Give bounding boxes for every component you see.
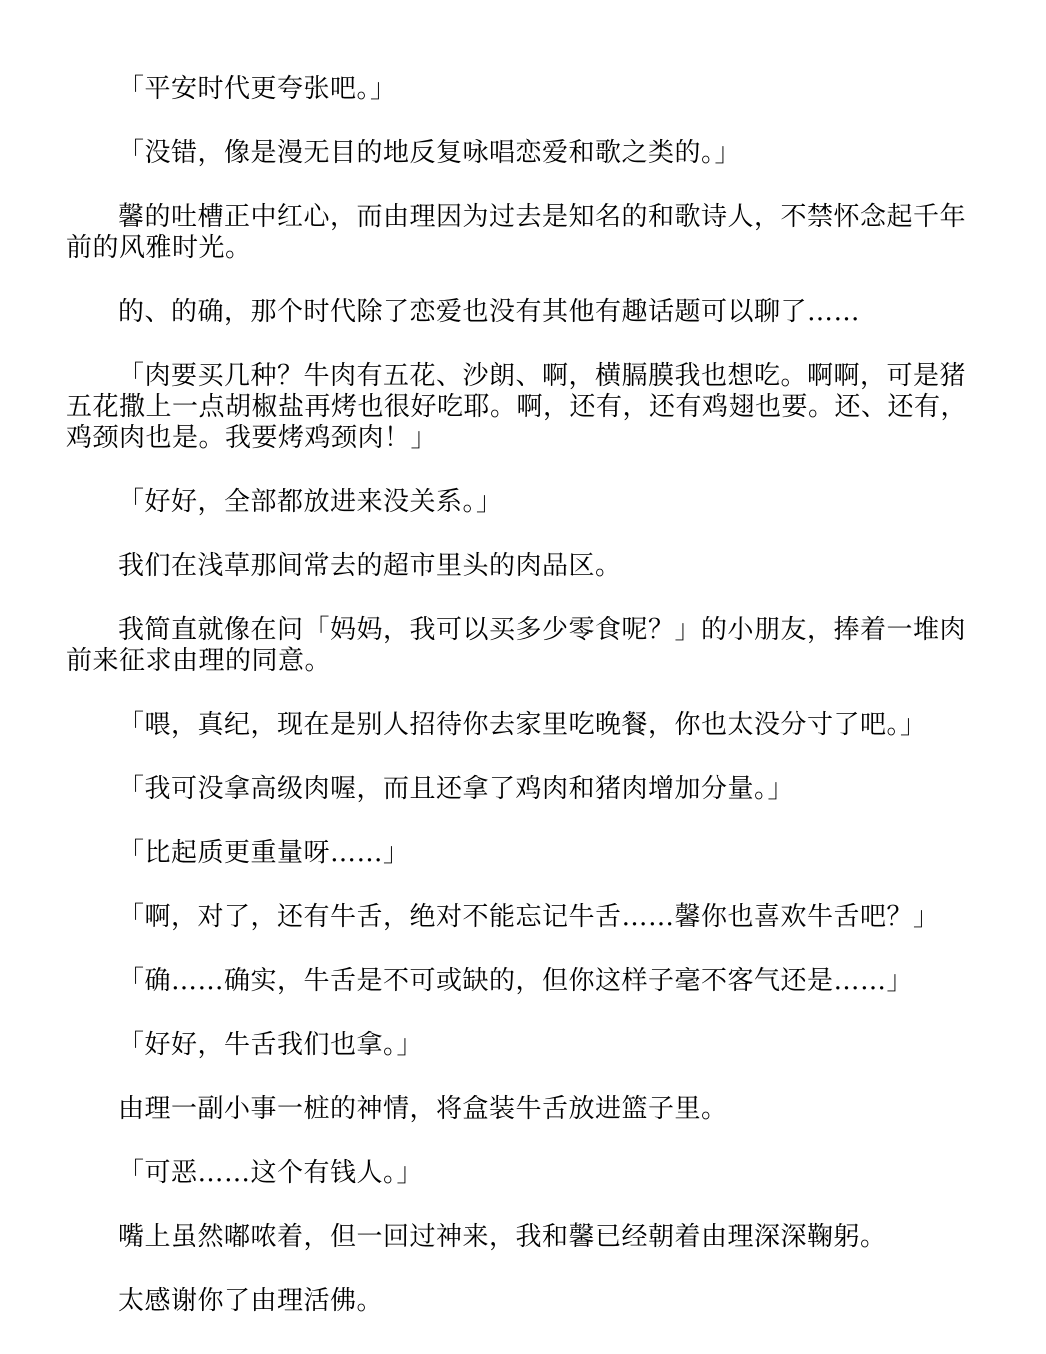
paragraph: 「啊，对了，还有牛舌，绝对不能忘记牛舌……馨你也喜欢牛舌吧？」 bbox=[118, 902, 940, 932]
paragraph: 太感谢你了由理活佛。 bbox=[118, 1286, 384, 1316]
paragraph: 「好好，全部都放进来没关系。」 bbox=[118, 487, 503, 517]
paragraph: 「肉要买几种？牛肉有五花、沙朗、啊，横膈膜我也想吃。啊啊，可是猪五花撒上一点胡椒盐再烤也很好吃耶。啊，还有，还有鸡翅也要。还、还有，鸡颈肉也是。我要烤鸡颈肉！」 bbox=[66, 361, 968, 453]
paragraph: 嘴上虽然嘟哝着，但一回过神来，我和馨已经朝着由理深深鞠躬。 bbox=[118, 1222, 887, 1252]
page-body bbox=[66, 74, 976, 1350]
paragraph: 「我可没拿高级肉喔，而且还拿了鸡肉和猪肉增加分量。」 bbox=[118, 774, 795, 804]
paragraph: 我们在浅草那间常去的超市里头的肉品区。 bbox=[118, 551, 622, 581]
paragraph: 「喂，真纪，现在是别人招待你去家里吃晚餐，你也太没分寸了吧。」 bbox=[118, 710, 927, 740]
paragraph: 「比起质更重量呀……」 bbox=[118, 838, 410, 868]
paragraph: 我简直就像在问「妈妈，我可以买多少零食呢？」的小朋友，捧着一堆肉前来征求由理的同意。 bbox=[66, 615, 967, 676]
paragraph: 由理一副小事一桩的神情，将盒装牛舌放进篮子里。 bbox=[118, 1094, 728, 1124]
paragraph: 「可恶……这个有钱人。」 bbox=[118, 1158, 424, 1188]
paragraph: 馨的吐槽正中红心，而由理因为过去是知名的和歌诗人，不禁怀念起千年前的风雅时光。 bbox=[66, 202, 967, 263]
paragraph: 「没错，像是漫无目的地反复咏唱恋爱和歌之类的。」 bbox=[118, 138, 742, 168]
paragraph: 「确……确实，牛舌是不可或缺的，但你这样子毫不客气还是……」 bbox=[118, 966, 914, 996]
paragraph: 「平安时代更夸张吧。」 bbox=[118, 74, 397, 104]
paragraph: 的、的确，那个时代除了恋爱也没有其他有趣话题可以聊了…… bbox=[118, 297, 861, 327]
paragraph: 「好好，牛舌我们也拿。」 bbox=[118, 1030, 424, 1060]
